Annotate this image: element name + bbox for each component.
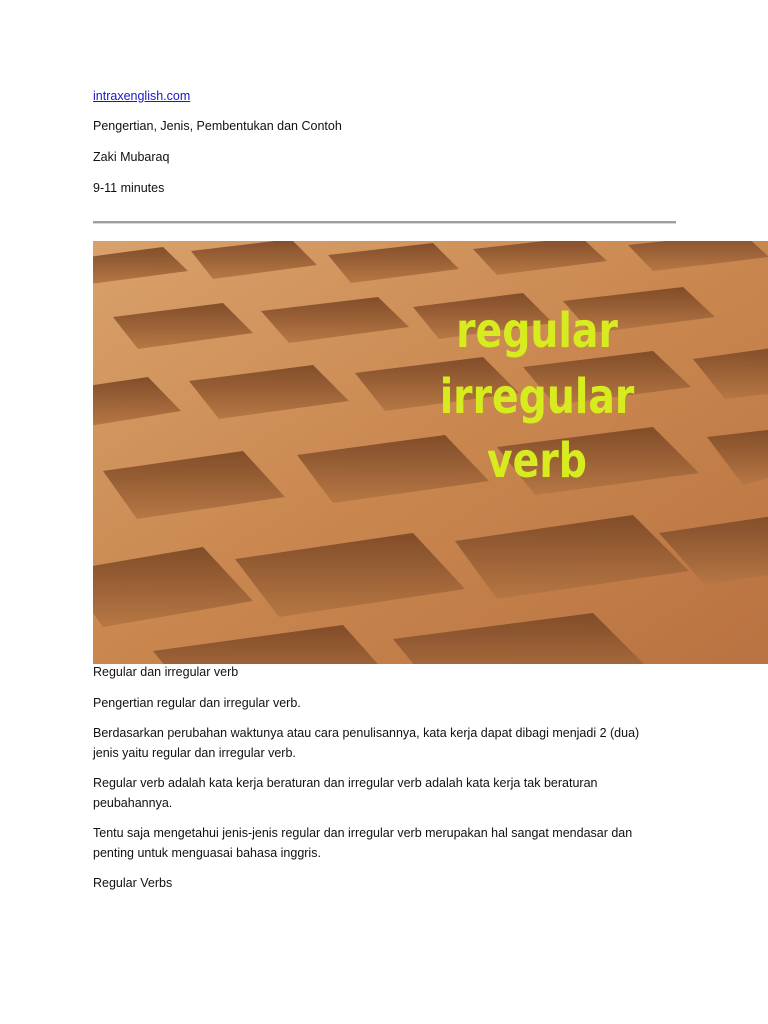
paragraph-3 bbox=[93, 823, 673, 863]
author-name: Zaki Mubaraq bbox=[93, 150, 170, 164]
article-title: Pengertian, Jenis, Pembentukan dan Contoh bbox=[93, 119, 342, 133]
overlay-line-regular: regular bbox=[456, 303, 618, 360]
image-caption: Regular dan irregular verb bbox=[93, 665, 239, 679]
paragraph-line: jenis yaitu regular dan irregular verb. bbox=[93, 746, 296, 760]
paragraph-line: Tentu saja mengetahui jenis-jenis regular dan irregular verb merupakan hal sangat mendasar dan bbox=[93, 826, 633, 840]
brick-wall-image bbox=[93, 241, 768, 664]
paragraph-line: peubahannya. bbox=[93, 796, 173, 810]
read-time: 9-11 minutes bbox=[93, 181, 165, 195]
subheading: Pengertian regular dan irregular verb. bbox=[93, 696, 301, 710]
source-link[interactable]: intraxenglish.com bbox=[93, 89, 191, 103]
hero-image bbox=[93, 241, 768, 664]
paragraph-line: penting untuk menguasai bahasa inggris. bbox=[93, 846, 321, 860]
paragraph-line: Berdasarkan perubahan waktunya atau cara penulisannya, kata kerja dapat dibagi menjadi 2 (dua) bbox=[93, 726, 640, 740]
paragraph-line: Regular verb adalah kata kerja beraturan dan irregular verb adalah kata kerja tak beraturan bbox=[93, 776, 598, 790]
overlay-line-verb: verb bbox=[487, 433, 587, 490]
section-heading: Regular Verbs bbox=[93, 876, 173, 890]
paragraph-2 bbox=[93, 773, 673, 813]
overlay-line-irregular: irregular bbox=[439, 369, 635, 426]
horizontal-divider bbox=[93, 221, 676, 224]
paragraph-1 bbox=[93, 723, 673, 763]
